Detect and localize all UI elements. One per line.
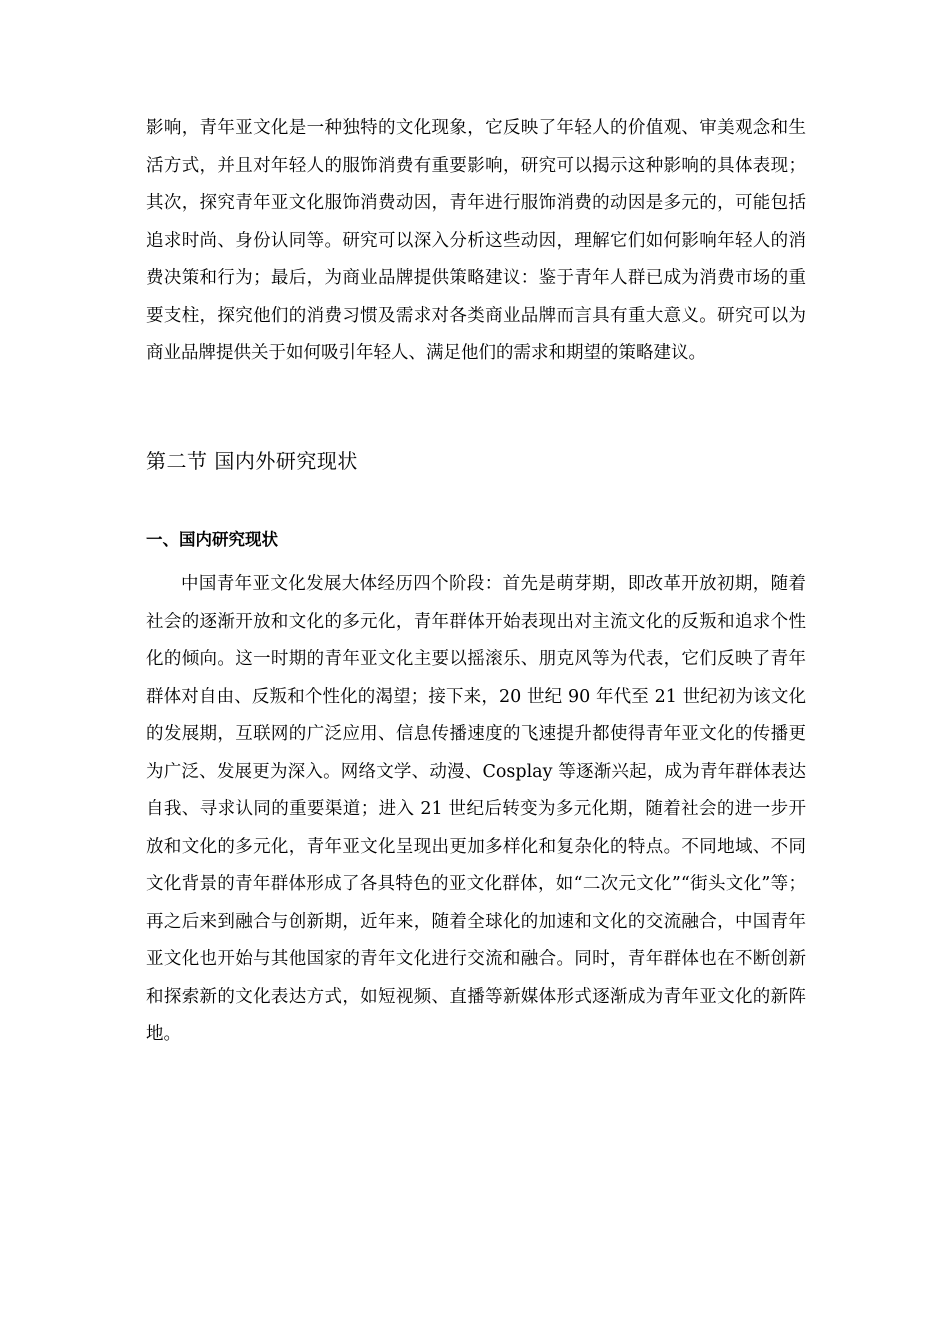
section-heading: 第二节 国内外研究现状 <box>146 449 358 473</box>
body-paragraph-continued: 影响，青年亚文化是一种独特的文化现象，它反映了年轻人的价值观、审美观念和生活方式，并且对年轻人的服饰消费有重要影响，研究可以揭示这种影响的具体表现；其次，探究青年亚文化服饰消费动因，青年进行服饰消费的动因是多元的，可能包括追求时尚、身份认同等。研究可以深入分析这些动因，理解它们如何影响年轻人的消费决策和行为；最后，为商业品牌提供策略建议：鉴于青年人群已成为消费市场的重要支柱，探究他们的消费习惯及需求对各类商业品牌而言具有重大意义。研究可以为商业品牌提供关于如何吸引年轻人、满足他们的需求和期望的策略建议。 <box>146 118 806 363</box>
subsection-heading: 一、国内研究现状 <box>146 530 278 549</box>
body-paragraph: 中国青年亚文化发展大体经历四个阶段：首先是萌芽期，即改革开放初期，随着社会的逐渐开放和文化的多元化，青年群体开始表现出对主流文化的反叛和追求个性化的倾向。这一时期的青年亚文化主要以摇滚乐、朋克风等为代表，它们反映了青年群体对自由、反叛和个性化的渴望；接下来，20 世纪 90 年代至 21 世纪初为该文化的发展期，互联网的广泛应用、信息传播速度的飞速提升都使得青年亚文化的传播更为广泛、发展更为深入。网络文学、动漫、Cosplay 等逐渐兴起，成为青年群体表达自我、寻求认同的重要渠道；进入 21 世纪后转变为多元化期，随着社会的进一步开放和文化的多元化，青年亚文化呈现出更加多样化和复杂化的特点。不同地域、不同文化背景的青年群体形成了各具特色的亚文化群体，如“二次元文化”“街头文化”等；再之后来到融合与创新期，近年来，随着全球化的加速和文化的交流融合，中国青年亚文化也开始与其他国家的青年文化进行交流和融合。同时，青年群体也在不断创新和探索新的文化表达方式，如短视频、直播等新媒体形式逐渐成为青年亚文化的新阵地。 <box>146 574 806 1044</box>
